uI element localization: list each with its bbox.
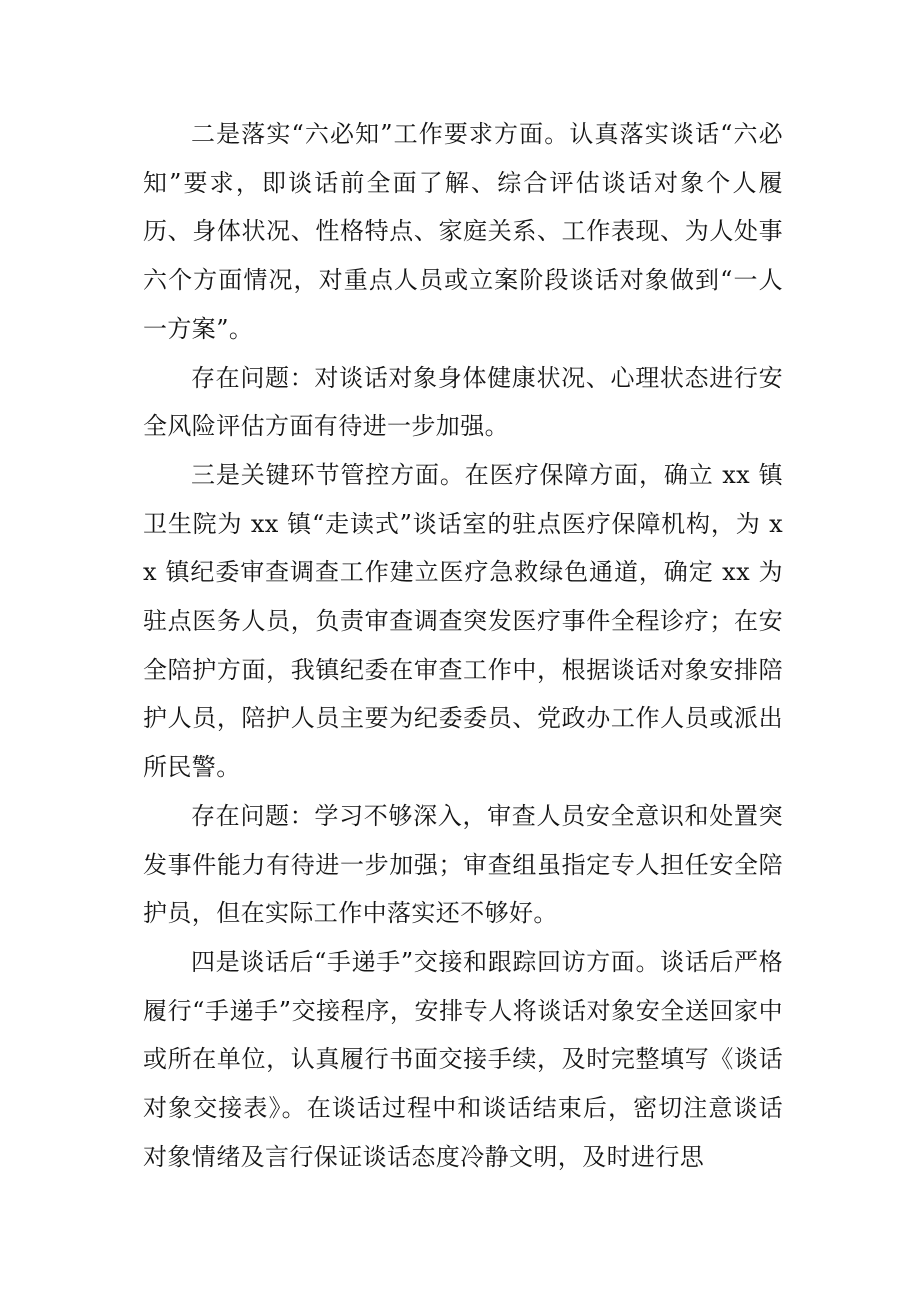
paragraph-issue-safety-awareness: 存在问题：学习不够深入，审查人员安全意识和处置突发事件能力有待进一步加强；审查组虽指定专人担任安全陪护员，但在实际工作中落实还不够好。 [143, 801, 783, 928]
document-body [143, 110, 783, 1181]
paragraph-key-link-control: 三是关键环节管控方面。在医疗保障方面，确立 xx 镇卫生院为 xx 镇“走读式”谈话室的驻点医疗保障机构，为 xx 镇纪委审查调查工作建立医疗急救绿色通道，确定 xx 为驻点医务人员，负责审查调查突发医疗事件全程诊疗；在安全陪护方面，我镇纪委在审查工作中，根据谈话对象安排陪护人员，陪护人员主要为纪委委员、党政办工作人员或派出所民警。 [143, 460, 783, 782]
paragraph-issue-risk-assessment: 存在问题：对谈话对象身体健康状况、心理状态进行安全风险评估方面有待进一步加强。 [143, 363, 783, 441]
paragraph-six-must-know: 二是落实“六必知”工作要求方面。认真落实谈话“六必知”要求，即谈话前全面了解、综合评估谈话对象个人履历、身体状况、性格特点、家庭关系、工作表现、为人处事六个方面情况，对重点人员或立案阶段谈话对象做到“一人一方案”。 [143, 120, 783, 343]
paragraph-handover-followup: 四是谈话后“手递手”交接和跟踪回访方面。谈话后严格履行“手递手”交接程序，安排专人将谈话对象安全送回家中或所在单位，认真履行书面交接手续，及时完整填写《谈话对象交接表》。在谈话过程中和谈话结束后，密切注意谈话对象情绪及言行保证谈话态度冷静文明，及时进行思 [143, 947, 783, 1171]
